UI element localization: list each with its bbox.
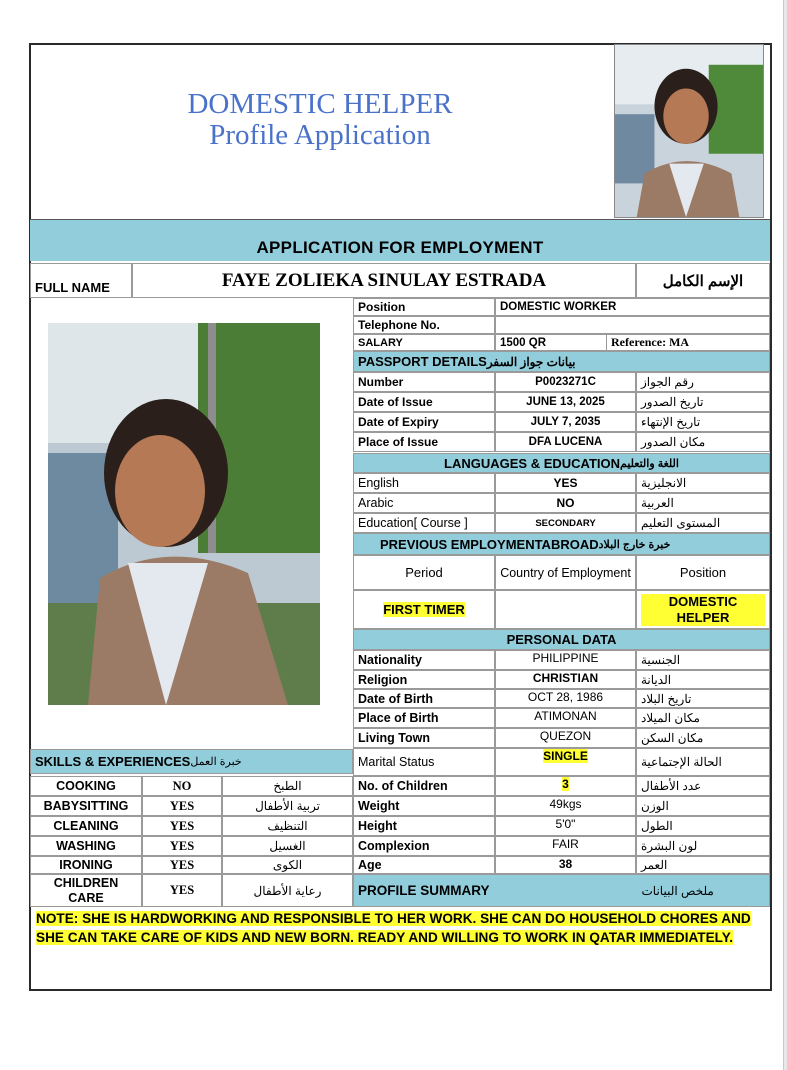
position-value: DOMESTIC WORKER — [495, 298, 770, 316]
country-col-header: Country of Employment — [495, 555, 636, 590]
personal-row-label-ar: تاريخ البلاد — [636, 689, 770, 708]
language-row-label-ar: العربية — [636, 493, 770, 513]
skill-row-label-ar: تربية الأطفال — [222, 796, 353, 816]
full-name-label-ar: الإسم الكامل — [636, 263, 770, 298]
personal-row-label: Age — [353, 856, 495, 874]
profile-note — [36, 909, 768, 947]
passport-row-value: P0023271C — [495, 372, 636, 392]
salary-value: 1500 QR — [495, 334, 607, 351]
personal-row-value: PHILIPPINE — [495, 650, 636, 670]
personal-row-label-ar: مكان الميلاد — [636, 708, 770, 728]
passport-row-label: Number — [353, 372, 495, 392]
personal-row-label: Living Town — [353, 728, 495, 748]
personal-row-value-cell — [495, 748, 636, 776]
skills-header-text: SKILLS & EXPERIENCES — [35, 754, 191, 769]
personal-row-label: Religion — [353, 670, 495, 689]
applicant-photo-large — [48, 323, 320, 705]
previous-employment-header — [353, 533, 770, 555]
personal-row-label: Height — [353, 816, 495, 836]
personal-row-label-ar: الحالة الإجتماعية — [636, 748, 770, 776]
previous-position-value: DOMESTIC HELPER — [641, 594, 765, 626]
position-label: Position — [353, 298, 495, 316]
language-row-label: English — [353, 473, 495, 493]
personal-row-label: Place of Birth — [353, 708, 495, 728]
personal-row-label: Complexion — [353, 836, 495, 856]
full-name-label: FULL NAME — [30, 263, 132, 298]
personal-row-value: SINGLE — [543, 749, 588, 763]
passport-header-ar: بيانات جواز السفر — [486, 354, 576, 369]
personal-row-label-ar: الديانة — [636, 670, 770, 689]
passport-row-label: Date of Issue — [353, 392, 495, 412]
languages-header-text: LANGUAGES & EDUCATION — [444, 455, 621, 471]
languages-header-ar: اللغة والتعليم — [620, 457, 679, 470]
passport-row-value: DFA LUCENA — [495, 432, 636, 452]
skill-row-label-ar: التنظيف — [222, 816, 353, 836]
period-value-cell — [353, 590, 495, 629]
personal-row-label-ar: الوزن — [636, 796, 770, 816]
salary-label: SALARY — [353, 334, 495, 351]
skill-row-label-ar: الطبخ — [222, 776, 353, 796]
full-name-value: FAYE ZOLIEKA SINULAY ESTRADA — [132, 263, 636, 298]
personal-row-label: Nationality — [353, 650, 495, 670]
personal-row-label: Weight — [353, 796, 495, 816]
personal-row-value: ATIMONAN — [495, 708, 636, 728]
language-row-label: Arabic — [353, 493, 495, 513]
personal-row-value: FAIR — [495, 836, 636, 856]
telephone-value — [495, 316, 770, 334]
passport-header-text: PASSPORT DETAILS — [358, 354, 487, 369]
skill-row-label: CHILDREN CARE — [30, 874, 142, 907]
form-title: DOMESTIC HELPER — [187, 88, 453, 120]
personal-row-value: QUEZON — [495, 728, 636, 748]
skill-row-label-ar: الكوى — [222, 856, 353, 874]
personal-row-label: Marital Status — [353, 748, 495, 776]
passport-row-label: Date of Expiry — [353, 412, 495, 432]
skill-row-value: YES — [142, 874, 222, 907]
passport-row-label-ar: تاريخ الإنتهاء — [636, 412, 770, 432]
language-row-value: NO — [495, 493, 636, 513]
skill-row-label-ar: رعاية الأطفال — [222, 874, 353, 907]
skill-row-value: YES — [142, 856, 222, 874]
passport-row-value: JULY 7, 2035 — [495, 412, 636, 432]
passport-row-label-ar: رقم الجواز — [636, 372, 770, 392]
language-row-value: YES — [495, 473, 636, 493]
language-row-label: Education[ Course ] — [353, 513, 495, 533]
skill-row-label: BABYSITTING — [30, 796, 142, 816]
profile-summary-header — [353, 874, 770, 907]
skill-row-label-ar: الغسيل — [222, 836, 353, 856]
profile-summary-title: PROFILE SUMMARY — [358, 883, 490, 898]
personal-row-value: 49kgs — [495, 796, 636, 816]
skill-row-value: YES — [142, 796, 222, 816]
personal-row-label-ar: لون البشرة — [636, 836, 770, 856]
passport-header — [353, 351, 770, 372]
personal-row-label-ar: الطول — [636, 816, 770, 836]
personal-row-value: OCT 28, 1986 — [495, 689, 636, 708]
previous-employment-header-text: PREVIOUS EMPLOYMENTABROAD — [380, 536, 599, 552]
personal-row-value: 5'0" — [495, 816, 636, 836]
personal-row-label-ar: العمر — [636, 856, 770, 874]
passport-row-value: JUNE 13, 2025 — [495, 392, 636, 412]
personal-row-label-ar: عدد الأطفال — [636, 776, 770, 796]
period-value: FIRST TIMER — [383, 602, 465, 617]
profile-summary-title-ar: ملخص البيانات — [641, 883, 714, 898]
telephone-label: Telephone No. — [353, 316, 495, 334]
skill-row-label: CLEANING — [30, 816, 142, 836]
language-row-label-ar: المستوى التعليم — [636, 513, 770, 533]
personal-row-label-ar: مكان السكن — [636, 728, 770, 748]
personal-row-label: Date of Birth — [353, 689, 495, 708]
country-value — [495, 590, 636, 629]
personal-row-value: 3 — [562, 777, 569, 791]
personal-row-value: CHRISTIAN — [495, 670, 636, 689]
skill-row-value: NO — [142, 776, 222, 796]
personal-row-label: No. of Children — [353, 776, 495, 796]
form-subtitle: Profile Application — [209, 119, 431, 151]
reference-value: Reference: MA — [607, 334, 770, 351]
skills-header-ar: خبرة العمل — [190, 756, 242, 768]
personal-row-label-ar: الجنسية — [636, 650, 770, 670]
languages-header — [353, 453, 770, 473]
passport-row-label: Place of Issue — [353, 432, 495, 452]
personal-data-header: PERSONAL DATA — [353, 629, 770, 650]
personal-row-value-cell — [495, 776, 636, 796]
applicant-photo-small — [614, 44, 764, 218]
skills-header — [30, 749, 353, 774]
skill-row-label: WASHING — [30, 836, 142, 856]
skill-row-label: IRONING — [30, 856, 142, 874]
profile-note-text: NOTE: SHE IS HARDWORKING AND RESPONSIBLE TO HER WORK. SHE CAN DO HOUSEHOLD CHORES AND SHE CAN TAKE CARE OF KIDS AND NEW BORN. READY AND WILLING TO WORK IN QATAR IMMEDIATELY. — [36, 911, 751, 945]
position-col-header: Position — [636, 555, 770, 590]
skill-row-value: YES — [142, 816, 222, 836]
skill-row-value: YES — [142, 836, 222, 856]
passport-row-label-ar: تاريخ الصدور — [636, 392, 770, 412]
passport-row-label-ar: مكان الصدور — [636, 432, 770, 452]
previous-position-cell — [636, 590, 770, 629]
previous-employment-header-ar: خبرة خارج البلاد — [598, 538, 671, 551]
language-row-value: SECONDARY — [495, 513, 636, 533]
language-row-label-ar: الانجليزية — [636, 473, 770, 493]
page-scroll-edge — [783, 0, 787, 1070]
personal-row-value: 38 — [495, 856, 636, 874]
employment-banner-title: APPLICATION FOR EMPLOYMENT — [256, 238, 544, 257]
period-col-header: Period — [353, 555, 495, 590]
skill-row-label: COOKING — [30, 776, 142, 796]
